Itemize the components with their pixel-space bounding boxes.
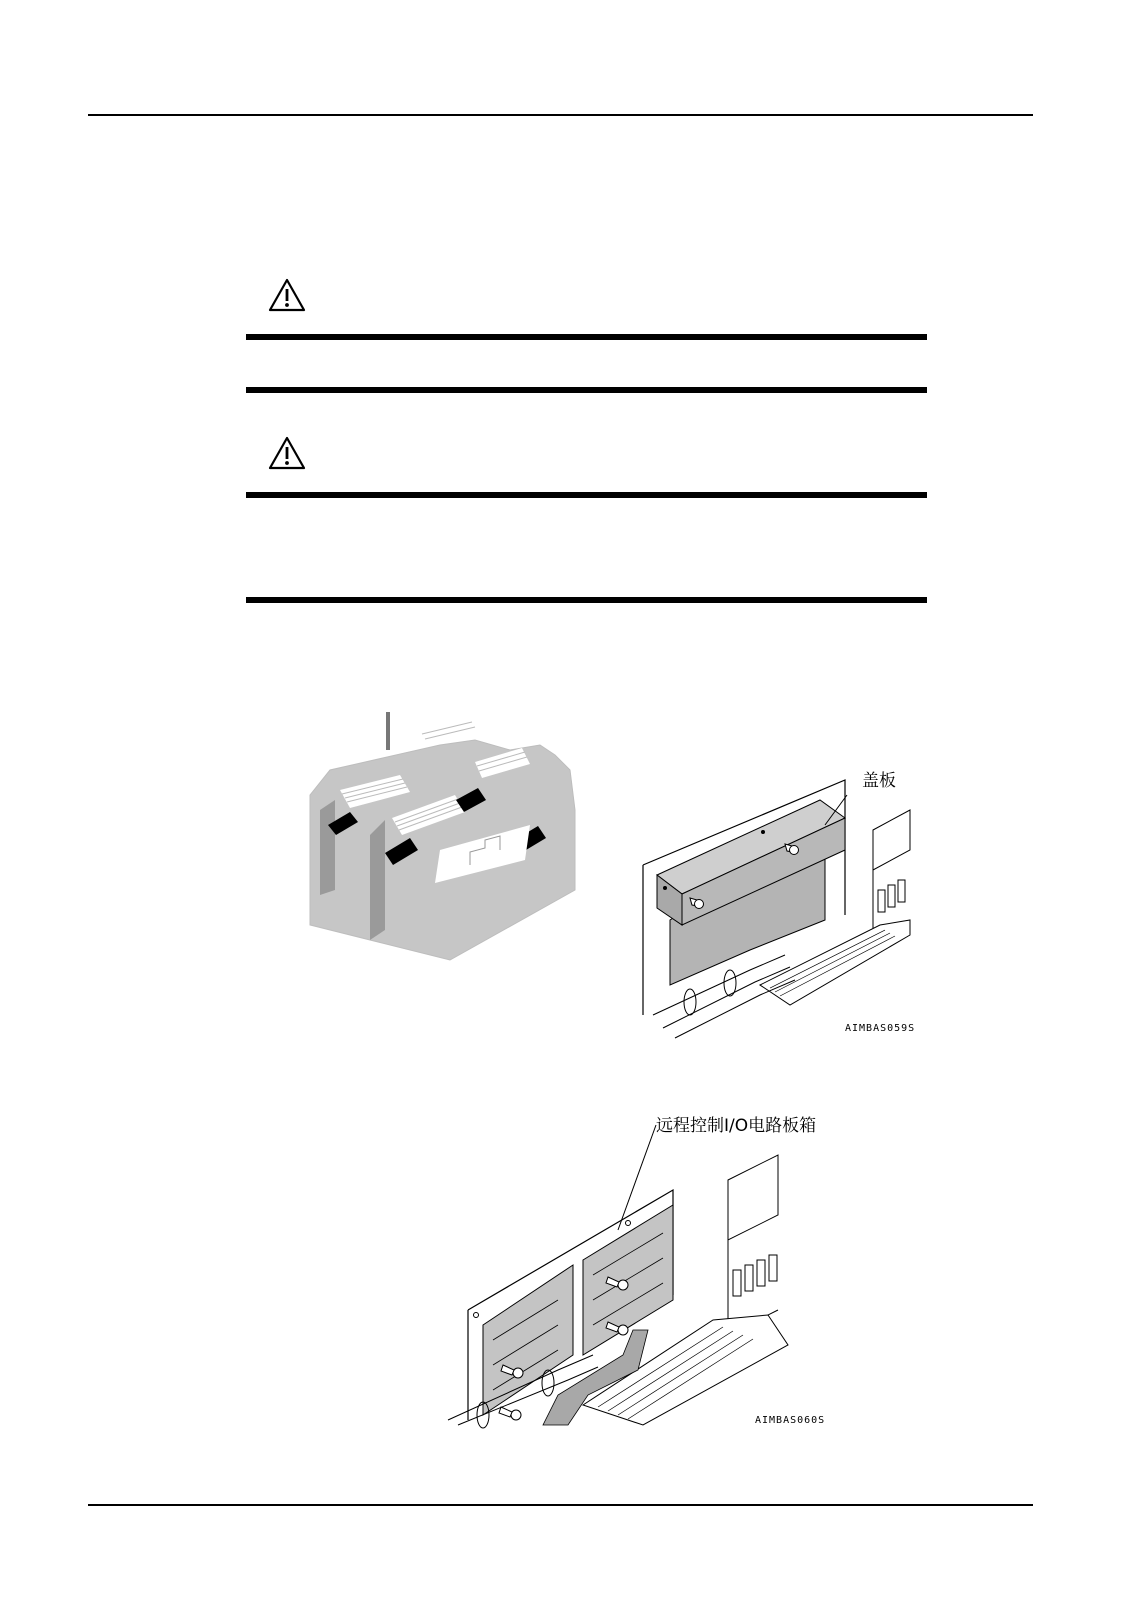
io-board-box-illustration	[448, 1115, 828, 1425]
caution-top-rule	[246, 492, 927, 498]
footer-rule	[88, 1504, 1033, 1506]
connector-block-illustration	[300, 700, 590, 1000]
io-board-box-callout: 远程控制I/O电路板箱	[656, 1116, 817, 1136]
io-board	[583, 1205, 673, 1355]
caution-bottom-rule	[246, 597, 927, 603]
screw-icon	[499, 1407, 521, 1420]
figure-code: AIMBAS059S	[845, 1023, 916, 1034]
warning-icon	[268, 278, 306, 312]
warning-icon	[268, 436, 306, 470]
cover-plate-callout: 盖板	[862, 771, 896, 791]
io-board	[483, 1265, 573, 1415]
header-rule	[88, 114, 1033, 116]
caution-bottom-rule	[246, 387, 927, 393]
cover-plate-illustration	[635, 770, 910, 1040]
figure-code: AIMBAS060S	[755, 1415, 826, 1426]
caution-top-rule	[246, 334, 927, 340]
